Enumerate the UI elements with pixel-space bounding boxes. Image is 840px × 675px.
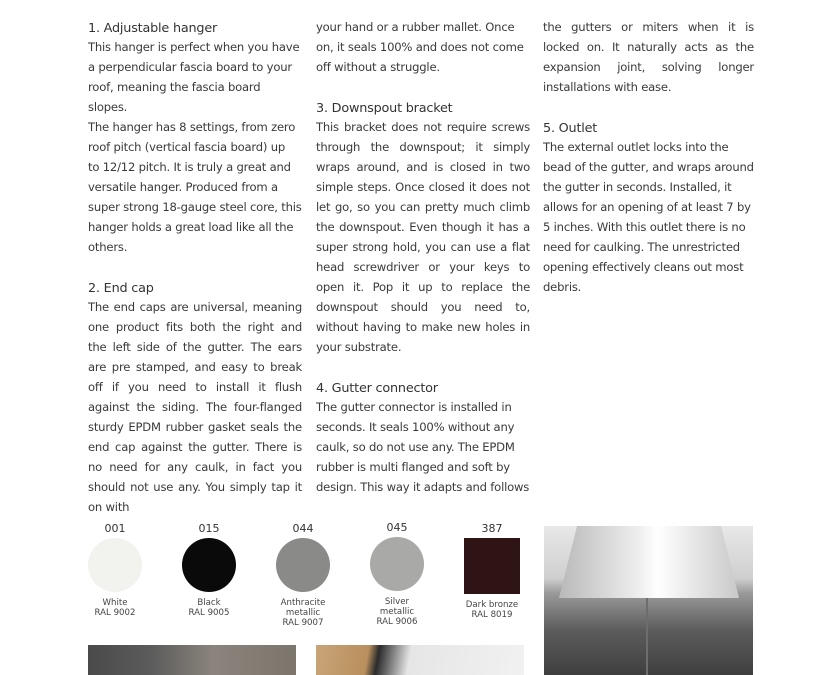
- section-body: [543, 137, 754, 297]
- section-body: [88, 37, 302, 257]
- swatch-name: Anthracite: [280, 598, 326, 608]
- section-adjustable-hanger: [88, 17, 302, 257]
- text-column-1: [88, 17, 302, 517]
- text-line: roof pitch (vertical fascia board) up: [88, 140, 286, 154]
- text-line: roof, meaning the fascia board slopes.: [88, 80, 261, 114]
- swatch-name: Silver: [384, 597, 410, 607]
- text-line: rubber is multi flanged and soft by: [316, 460, 510, 474]
- text-line: seconds. It seals 100% without any: [316, 420, 515, 434]
- section-downspout-bracket: [316, 97, 530, 357]
- swatch-ral: RAL 9007: [282, 618, 324, 628]
- text-line: allows for an opening of at least 7 by: [543, 200, 751, 214]
- swatch-label: [452, 600, 532, 620]
- swatch-ral: RAL 9002: [94, 608, 136, 618]
- text-line: need for caulking. The unrestricted: [543, 240, 740, 254]
- text-line: bead of the gutter, and wraps around: [543, 160, 754, 174]
- text-line: design. This way it adapts and follows: [316, 480, 530, 494]
- section-body: This bracket does not require screws through the downspout; it simply wraps around, and is closed in two simple steps. Once closed it does not let go, so you can pretty much climb the downspout. Even though it has a super strong hold, you can use a flat head screwdriver or your keys to open it. Pop it up to replace the downspout should you need to, without having to make new holes in your substrate.: [316, 120, 530, 354]
- section-gutter-connector: [316, 377, 530, 497]
- text-line: The hanger has 8 settings, from zero: [88, 120, 296, 134]
- swatch-name: Black: [197, 598, 221, 608]
- swatch-anthracite: [263, 522, 343, 628]
- swatch-code: 001: [104, 522, 126, 535]
- text-line: off without a struggle.: [316, 60, 440, 74]
- outlet-photo: [544, 526, 753, 675]
- swatch-chip: [88, 538, 142, 592]
- section-body: [316, 17, 530, 77]
- section-heading: 1. Adjustable hanger: [88, 21, 218, 36]
- roof-photo: [88, 645, 296, 675]
- text-line: This hanger is perfect when you have: [88, 40, 300, 54]
- swatch-label: [75, 598, 155, 618]
- text-line: others.: [88, 240, 128, 254]
- section-body: [316, 397, 530, 497]
- swatch-chip: [276, 538, 330, 592]
- text-line: caulk, so do not use any. The EPDM: [316, 440, 515, 454]
- section-heading: 2. End cap: [88, 281, 154, 296]
- outlet-photo-seam: [646, 598, 648, 675]
- text-line: debris.: [543, 280, 582, 294]
- swatch-white: [75, 522, 155, 618]
- text-line: The gutter connector is installed in: [316, 400, 512, 414]
- section-heading: 5. Outlet: [543, 121, 598, 136]
- section-gutter-connector-continued: [543, 17, 754, 97]
- swatch-code: 387: [481, 522, 503, 535]
- text-line: opening effectively cleans out most: [543, 260, 744, 274]
- swatch-name-2: metallic: [285, 608, 321, 618]
- swatch-name-2: metallic: [379, 607, 415, 617]
- swatch-name: Dark bronze: [465, 600, 519, 610]
- swatch-ral: RAL 9006: [376, 617, 418, 627]
- text-line: your hand or a rubber mallet. Once: [316, 20, 515, 34]
- section-body: the gutters or miters when it is locked on. It naturally acts as the expansion joint, solving longer installations with ease.: [543, 20, 754, 94]
- section-body: The end caps are universal, meaning one product fits both the right and the left side of the gutter. The ears are pre stamped, and easy to break off if you need to install it flush against the siding. The four-flanged sturdy EPDM rubber gasket seals the end cap against the gutter. There is no need for any caulk, in fact you should not use any. You simply tap it on with: [88, 300, 302, 514]
- swatch-label: [357, 597, 437, 627]
- swatch-label: [263, 598, 343, 628]
- text-line: The external outlet locks into the: [543, 140, 729, 154]
- swatch-code: 015: [198, 522, 220, 535]
- section-heading: 4. Gutter connector: [316, 381, 438, 396]
- section-heading: 3. Downspout bracket: [316, 101, 453, 116]
- swatch-silver: [357, 521, 437, 627]
- text-line: a perpendicular fascia board to your: [88, 60, 292, 74]
- section-outlet: [543, 117, 754, 297]
- swatch-label: [169, 598, 249, 618]
- swatch-code: 045: [386, 521, 408, 534]
- swatch-code: 044: [292, 522, 314, 535]
- text-column-3: [543, 17, 754, 297]
- color-swatches: [88, 522, 528, 632]
- text-line: versatile hanger. Produced from a: [88, 180, 278, 194]
- swatch-chip: [464, 538, 520, 594]
- section-end-cap: [88, 277, 302, 517]
- text-line: super strong 18-gauge steel core, this: [88, 200, 302, 214]
- swatch-dark-bronze: [452, 522, 532, 620]
- outlet-photo-cone: [559, 526, 739, 598]
- swatch-ral: RAL 8019: [471, 610, 513, 620]
- swatch-black: [169, 522, 249, 618]
- text-line: the gutter in seconds. Installed, it: [543, 180, 732, 194]
- swatch-chip: [182, 538, 236, 592]
- text-line: on, it seals 100% and does not come: [316, 40, 524, 54]
- section-end-cap-continued: [316, 17, 530, 77]
- text-column-2: [316, 17, 530, 497]
- swatch-chip: [370, 537, 424, 591]
- text-line: hanger holds a great load like all the: [88, 220, 294, 234]
- swatch-name: White: [102, 598, 128, 608]
- house-photo: [316, 645, 524, 675]
- text-line: 5 inches. With this outlet there is no: [543, 220, 746, 234]
- swatch-ral: RAL 9005: [188, 608, 230, 618]
- text-line: to 12/12 pitch. It is truly a great and: [88, 160, 291, 174]
